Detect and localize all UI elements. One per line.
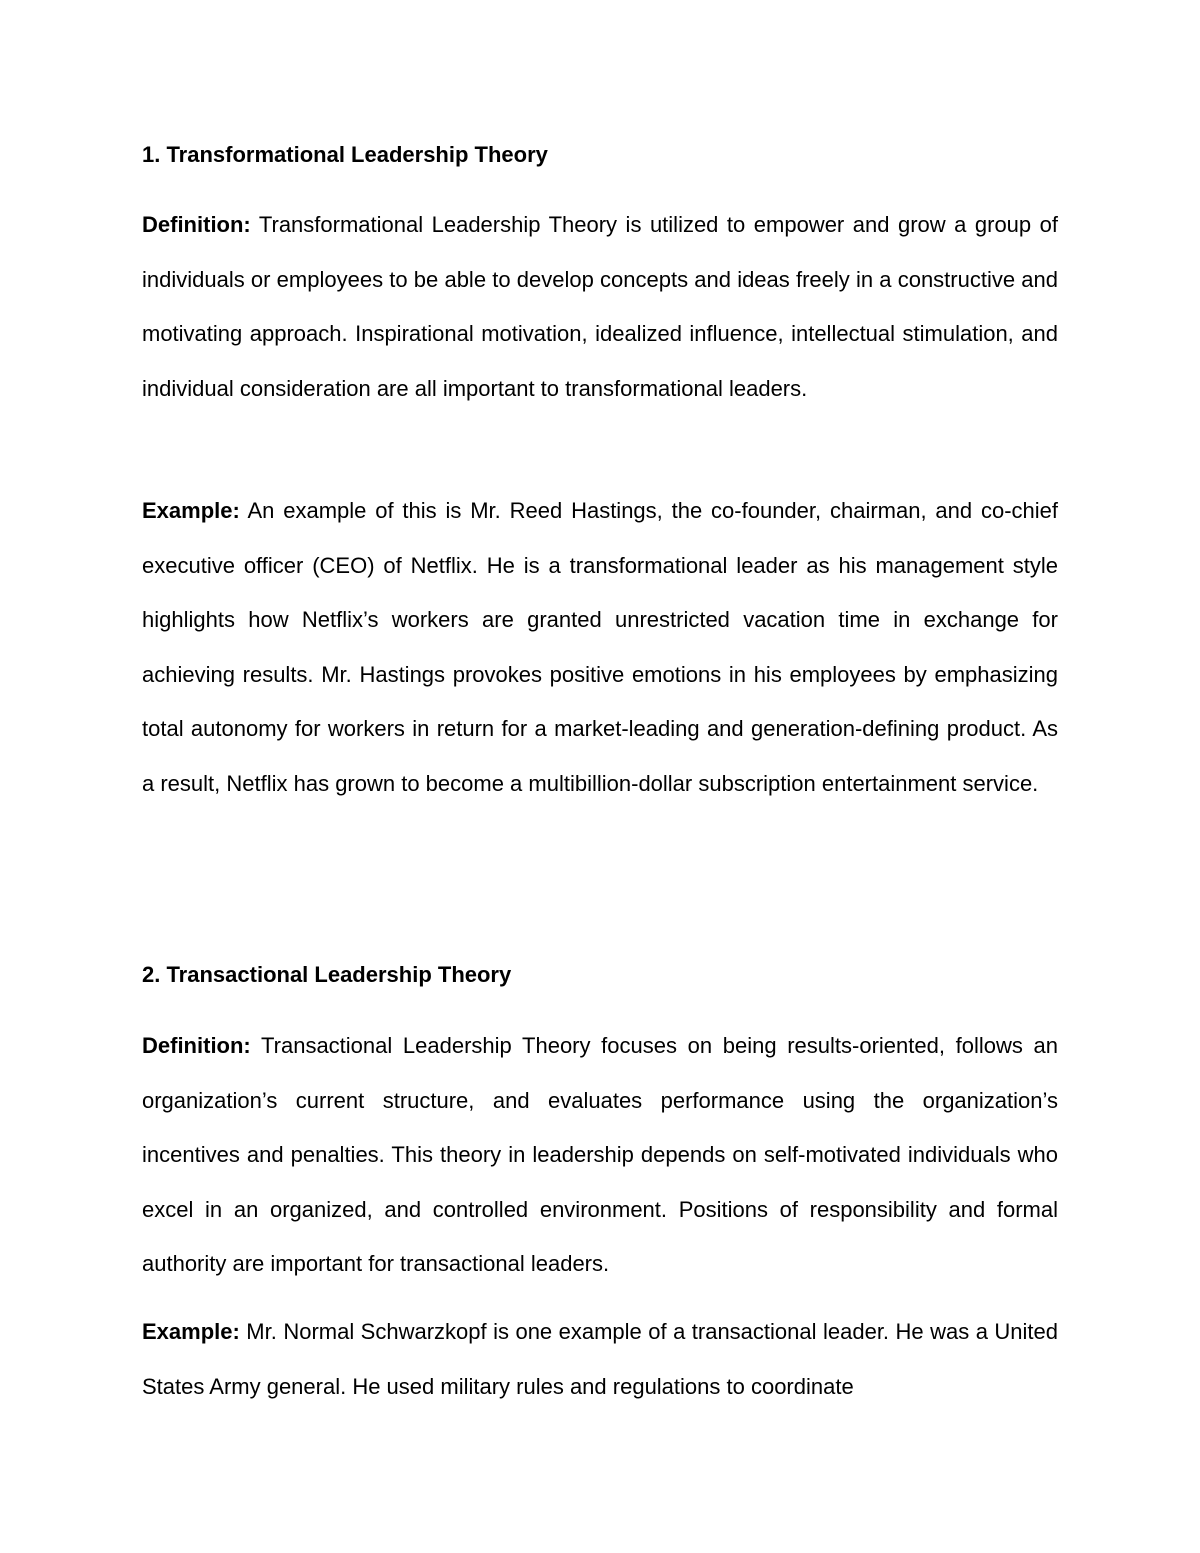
definition-paragraph-transactional bbox=[142, 1019, 1058, 1292]
example-text: Mr. Normal Schwarzkopf is one example of a transactional leader. He was a United States Army general. He used military rules and regulations to coordinate bbox=[142, 1319, 1058, 1399]
example-label: Example: bbox=[142, 498, 240, 523]
example-label: Example: bbox=[142, 1319, 240, 1344]
example-paragraph-transactional bbox=[142, 1305, 1058, 1414]
definition-text: Transactional Leadership Theory focuses on being results-oriented, follows an organization’s current structure, and evaluates performance using the organization’s incentives and penalties. This theory in leadership depends on self-motivated individuals who excel in an organized, and controlled environment. Positions of responsibility and formal authority are important for transactional leaders. bbox=[142, 1033, 1058, 1276]
definition-label: Definition: bbox=[142, 1033, 251, 1058]
example-text: An example of this is Mr. Reed Hastings, the co-founder, chairman, and co-chief executive officer (CEO) of Netflix. He is a transformational leader as his management style highlights how Netflix’s workers are granted unrestricted vacation time in exchange for achieving results. Mr. Hastings provokes positive emotions in his employees by emphasizing total autonomy for workers in return for a market-leading and generation-defining product. As a result, Netflix has grown to become a multibillion-dollar subscription entertainment service. bbox=[142, 498, 1058, 796]
section-heading-transactional: 2. Transactional Leadership Theory bbox=[142, 962, 512, 987]
definition-text: Transformational Leadership Theory is utilized to empower and grow a group of individuals or employees to be able to develop concepts and ideas freely in a constructive and motivating approach. Inspirational motivation, idealized influence, intellectual stimulation, and individual consideration are all important to transformational leaders. bbox=[142, 212, 1058, 401]
example-paragraph-transformational bbox=[142, 484, 1058, 811]
section-heading-transformational: 1. Transformational Leadership Theory bbox=[142, 142, 548, 167]
definition-paragraph-transformational bbox=[142, 198, 1058, 416]
definition-label: Definition: bbox=[142, 212, 251, 237]
